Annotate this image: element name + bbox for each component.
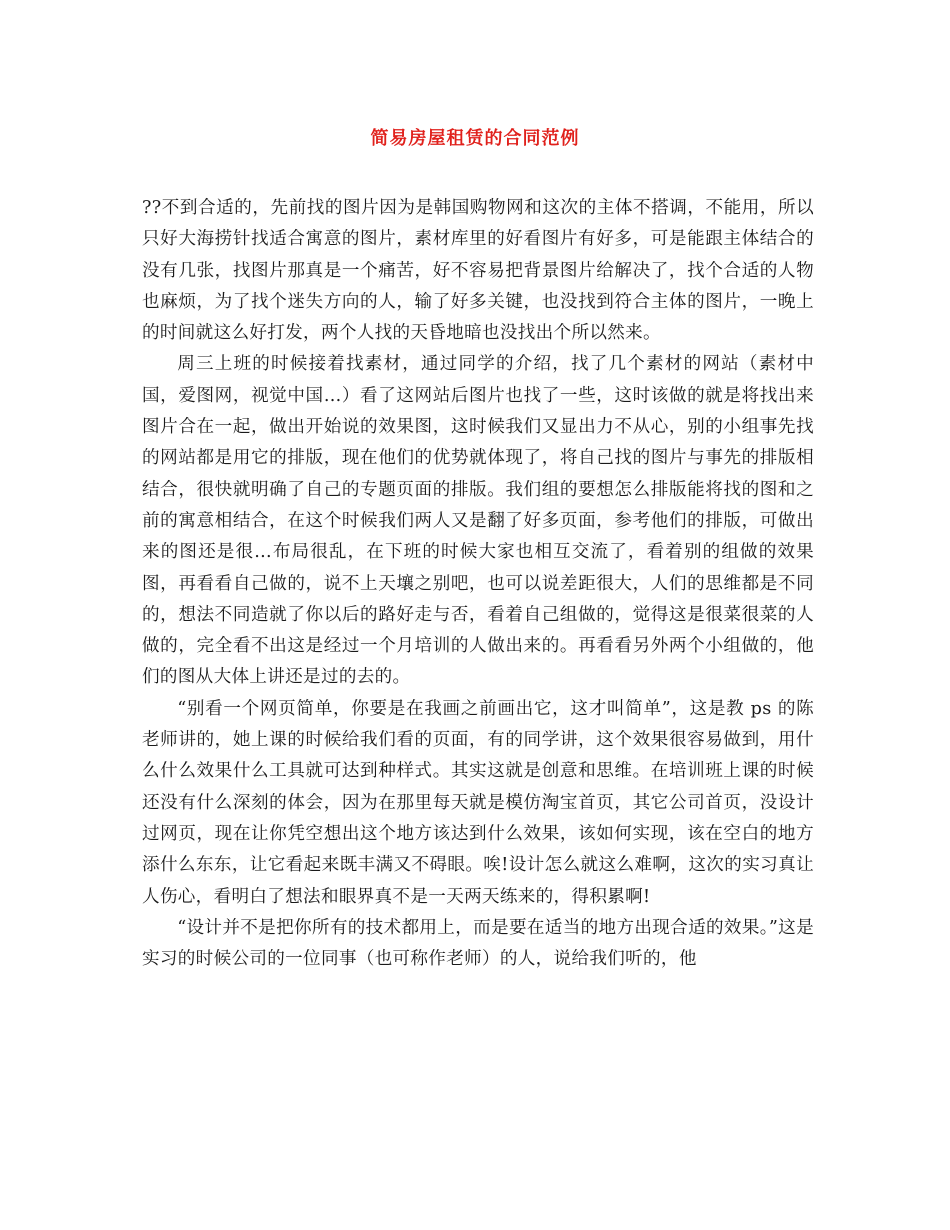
paragraph-1: ??不到合适的，先前找的图片因为是韩国购物网和这次的主体不搭调，不能用，所以只好大海捞针找适合寓意的图片，素材库里的好看图片有好多，可是能跟主体结合的没有几张，找图片那真是一个痛苦，好不容易把背景图片给解决了，找个合适的人物也麻烦，为了找个迷失方向的人，输了好多关键，也没找到符合主体的图片，一晚上的时间就这么好打发，两个人找的天昏地暗也没找出个所以然来。 xyxy=(142,198,814,344)
paragraph-2: 周三上班的时候接着找素材，通过同学的介绍，找了几个素材的网站（素材中国，爱图网，视觉中国…）看了这网站后图片也找了一些，这时该做的就是将找出来图片合在一起，做出开始说的效果图，这时候我们又显出力不从心，别的小组事先找的网站都是用它的排版，现在他们的优势就体现了，将自己找的图片与事先的排版相结合，很快就明确了自己的专题页面的排版。我们组的要想怎么排版能将找的图和之前的寓意相结合，在这个时候我们两人又是翻了好多页面，参考他们的排版，可做出来的图还是很…布局很乱，在下班的时候大家也相互交流了，看着别的组做的效果图，再看看自己做的，说不上天壤之别吧，也可以说差距很大，人们的思维都是不同的，想法不同造就了你以后的路好走与否，看着自己组做的，觉得这是很菜很菜的人做的，完全看不出这是经过一个月培训的人做出来的。再看看另外两个小组做的，他们的图从大体上讲还是过的去的。 xyxy=(142,354,814,688)
paragraph-3: “别看一个网页简单，你要是在我画之前画出它，这才叫简单”，这是教 ps 的陈老师讲的，她上课的时候给我们看的页面，有的同学讲，这个效果很容易做到，用什么什么效果什么工具就可达到种样式。其实这就是创意和思维。在培训班上课的时候还没有什么深刻的体会，因为在那里每天就是模仿淘宝首页，其它公司首页，没设计过网页，现在让你凭空想出这个地方该达到什么效果，该如何实现，该在空白的地方添什么东东，让它看起来既丰满又不碍眼。唉!设计怎么就这么难啊，这次的实习真让人伤心，看明白了想法和眼界真不是一天两天练来的，得积累啊! xyxy=(142,698,814,907)
document-body xyxy=(142,193,814,975)
document-title: 简易房屋租赁的合同范例 xyxy=(370,128,580,149)
paragraph-4: “设计并不是把你所有的技术都用上，而是要在适当的地方出现合适的效果。”这是实习的时候公司的一位同事（也可称作老师）的人，说给我们听的，他 xyxy=(142,917,814,970)
